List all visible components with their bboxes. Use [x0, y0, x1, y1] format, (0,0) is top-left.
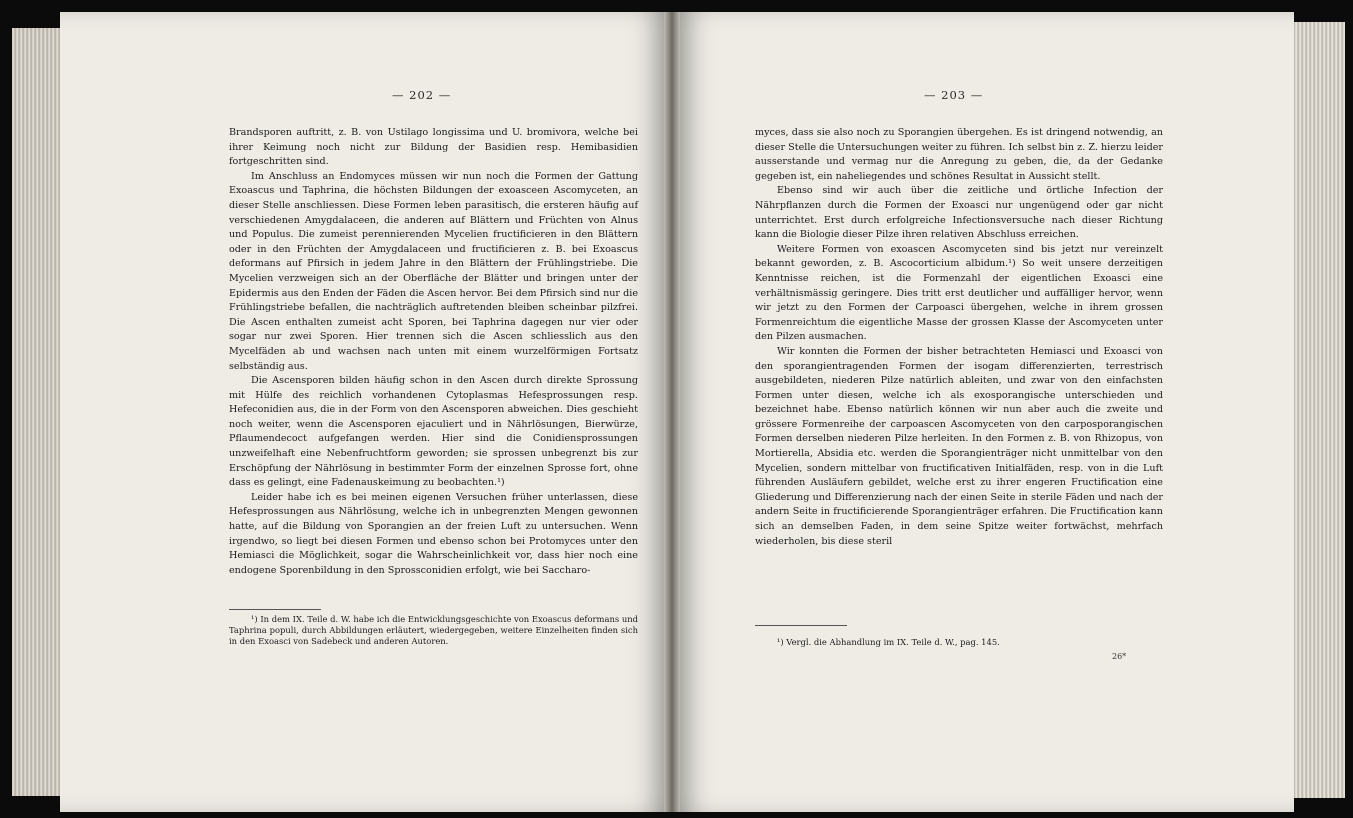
- right-page-edges: [1287, 22, 1345, 798]
- right-paragraph-2: Ebenso sind wir auch über die zeitliche und örtliche Infection der Nährpflanzen durch die Formen der Exoasci nur ungenügend oder gar nicht unterrichtet. Erst durch erfolgreiche Infectionsversuche nach dieser Richtung kann die Biologie dieser Pilze ihren relativen Abschluss erreichen.: [755, 185, 1163, 241]
- right-paragraph-3: Weitere Formen von exoascen Ascomyceten sind bis jetzt nur vereinzelt bekannt geworden, z. B. Ascocorticium albidum.¹) So weit unsere derzeitigen Kenntnisse reichen, ist die Formenzahl der eigentlichen Exoasci eine verhältnismässig geringere. Dies tritt erst deutlicher und auffälliger hervor, wenn wir jetzt zu den Formen der Carpoasci übergehen, welche in ihrem grossen Formenreichtum die eigentliche Masse der grossen Klasse der Ascomyceten unter den Pilzen ausmachen.: [755, 243, 1163, 343]
- right-paragraph-1: myces, dass sie also noch zu Sporangien übergehen. Es ist dringend notwendig, an dieser Stelle die Untersuchungen weiter zu führen. Ich selbst bin z. Z. hierzu leider ausserstande und vermag nur die Anregung zu geben, die, da der Gedanke gegeben ist, ein naheliegendes und schönes Resultat in Aussicht stellt.: [755, 127, 1163, 182]
- left-footnote: ¹) In dem IX. Teile d. W. habe ich die Entwicklungsgeschichte von Exoascus deformans und Taphrina populi, durch Abbildungen erläutert, wiedergegeben, weitere Einzelheiten finden sich in den Exoasci von Sadebeck und anderen Autoren.: [229, 614, 638, 646]
- signature-mark: 26*: [1112, 652, 1127, 661]
- right-page-number: — 203 —: [924, 88, 984, 102]
- left-paragraph-4: Leider habe ich es bei meinen eigenen Versuchen früher unterlassen, diese Hefesprossungen aus Nährlösung, welche ich in unbegrenzten Mengen gewonnen hatte, auf die Bildung von Sporangien an der freien Luft zu untersuchen. Wenn irgendwo, so liegt bei diesen Formen und ebenso schon bei Protomyces unter den Hemiasci die Möglichkeit, sogar die Wahrscheinlichkeit vor, dass hier noch eine endogene Sporenbildung in den Sprossconidien erfolgt, wie bei Saccharo-: [229, 491, 638, 576]
- left-page-body: [229, 126, 638, 578]
- book-gutter: [664, 12, 680, 812]
- right-paragraph-4: Wir konnten die Formen der bisher betrachteten Hemiasci und Exoasci von den sporangientragenden Formen der isogam differenzierten, terrestrisch ausgebildeten, niederen Pilze natürlich ableiten, und zwar von den einfachsten Formen unter diesen, welche ich als exosporangische unterschieden und bezeichnet habe. Ebenso natürlich können wir nun aber auch die zweite und grössere Formenreihe der carpoascen Ascomyceten von den carposporangischen Formen derselben niederen Pilze herleiten. In den Formen z. B. von Rhizopus, von Mortierella, Absidia etc. werden die Sporangienträger nicht unmittelbar von den Mycelien, sondern mittelbar von fructificativen Initialfäden, resp. von in die Luft führenden Ausläufern gebildet, welche erst zu ihrer engeren Fructification eine Gliederung und Differenzierung nach der einen Seite in sterile Fäden und nach der andern Seite in fructificierende Sporangienträger erfahren. Die Fructification kann sich an demselben Faden, in dem seine Spitze weiter fortwächst, mehrfach wiederholen, bis diese steril: [755, 345, 1163, 547]
- left-paragraph-2: Im Anschluss an Endomyces müssen wir nun noch die Formen der Gattung Exoascus und Taphrina, die höchsten Bildungen der exoasceen Ascomyceten, an dieser Stelle anschliessen. Diese Formen leben parasitisch, die ersteren häufig auf verschiedenen Amygdalaceen, die anderen auf Blättern und Früchten von Alnus und Populus. Die zumeist perennierenden Mycelien fructificieren in den Blättern oder in den Früchten der Amygdalaceen und fructificieren z. B. bei Exoascus deformans auf Pfirsich in jedem Jahre in den Blättern der Frühlingstriebe. Die Mycelien verzweigen sich an der Oberfläche der Blätter und bringen unter der Epidermis aus den Enden der Fäden die Ascen hervor. Bei dem Pfirsich sind nur die Frühlingstriebe befallen, die nachträglich auftretenden bleiben scheinbar pilzfrei. Die Ascen enthalten zumeist acht Sporen, bei Taphrina dagegen nur vier oder sogar nur zwei Sporen. Hier trennen sich die Ascen schliesslich aus den Mycelfäden ab und wachsen nach unten mit einem wurzelförmigen Fortsatz selbständig aus.: [229, 170, 638, 372]
- right-footnote-rule: [755, 625, 847, 626]
- right-page-body: [755, 126, 1163, 549]
- left-paragraph-3: Die Ascensporen bilden häufig schon in den Ascen durch direkte Sprossung mit Hülfe des reichlich vorhandenen Cytoplasmas Hefesprossungen resp. Hefeconidien aus, die in der Form von den Ascensporen abweichen. Dies geschieht noch weiter, wenn die Ascensporen ejaculiert und in Nährlösungen, Bierwürze, Pflaumendecoct aufgefangen werden. Hier sind die Conidiensprossungen unzweifelhaft eine Nebenfruchtform geworden; sie sprossen unbegrenzt bis zur Erschöpfung der Nährlösung in bestimmter Form der einzelnen Sprosse fort, ohne dass es gelingt, eine Fadenauskeimung zu beobachten.¹): [229, 375, 638, 489]
- left-paragraph-1: Brandsporen auftritt, z. B. von Ustilago longissima und U. bromivora, welche bei ihrer Keimung noch nicht zur Bildung der Basidien resp. Hemibasidien fortgeschritten sind.: [229, 127, 638, 168]
- right-footnote: ¹) Vergl. die Abhandlung im IX. Teile d. W., pag. 145.: [777, 637, 1000, 647]
- left-page-number: — 202 —: [392, 88, 452, 102]
- left-footnote-rule: [229, 609, 321, 610]
